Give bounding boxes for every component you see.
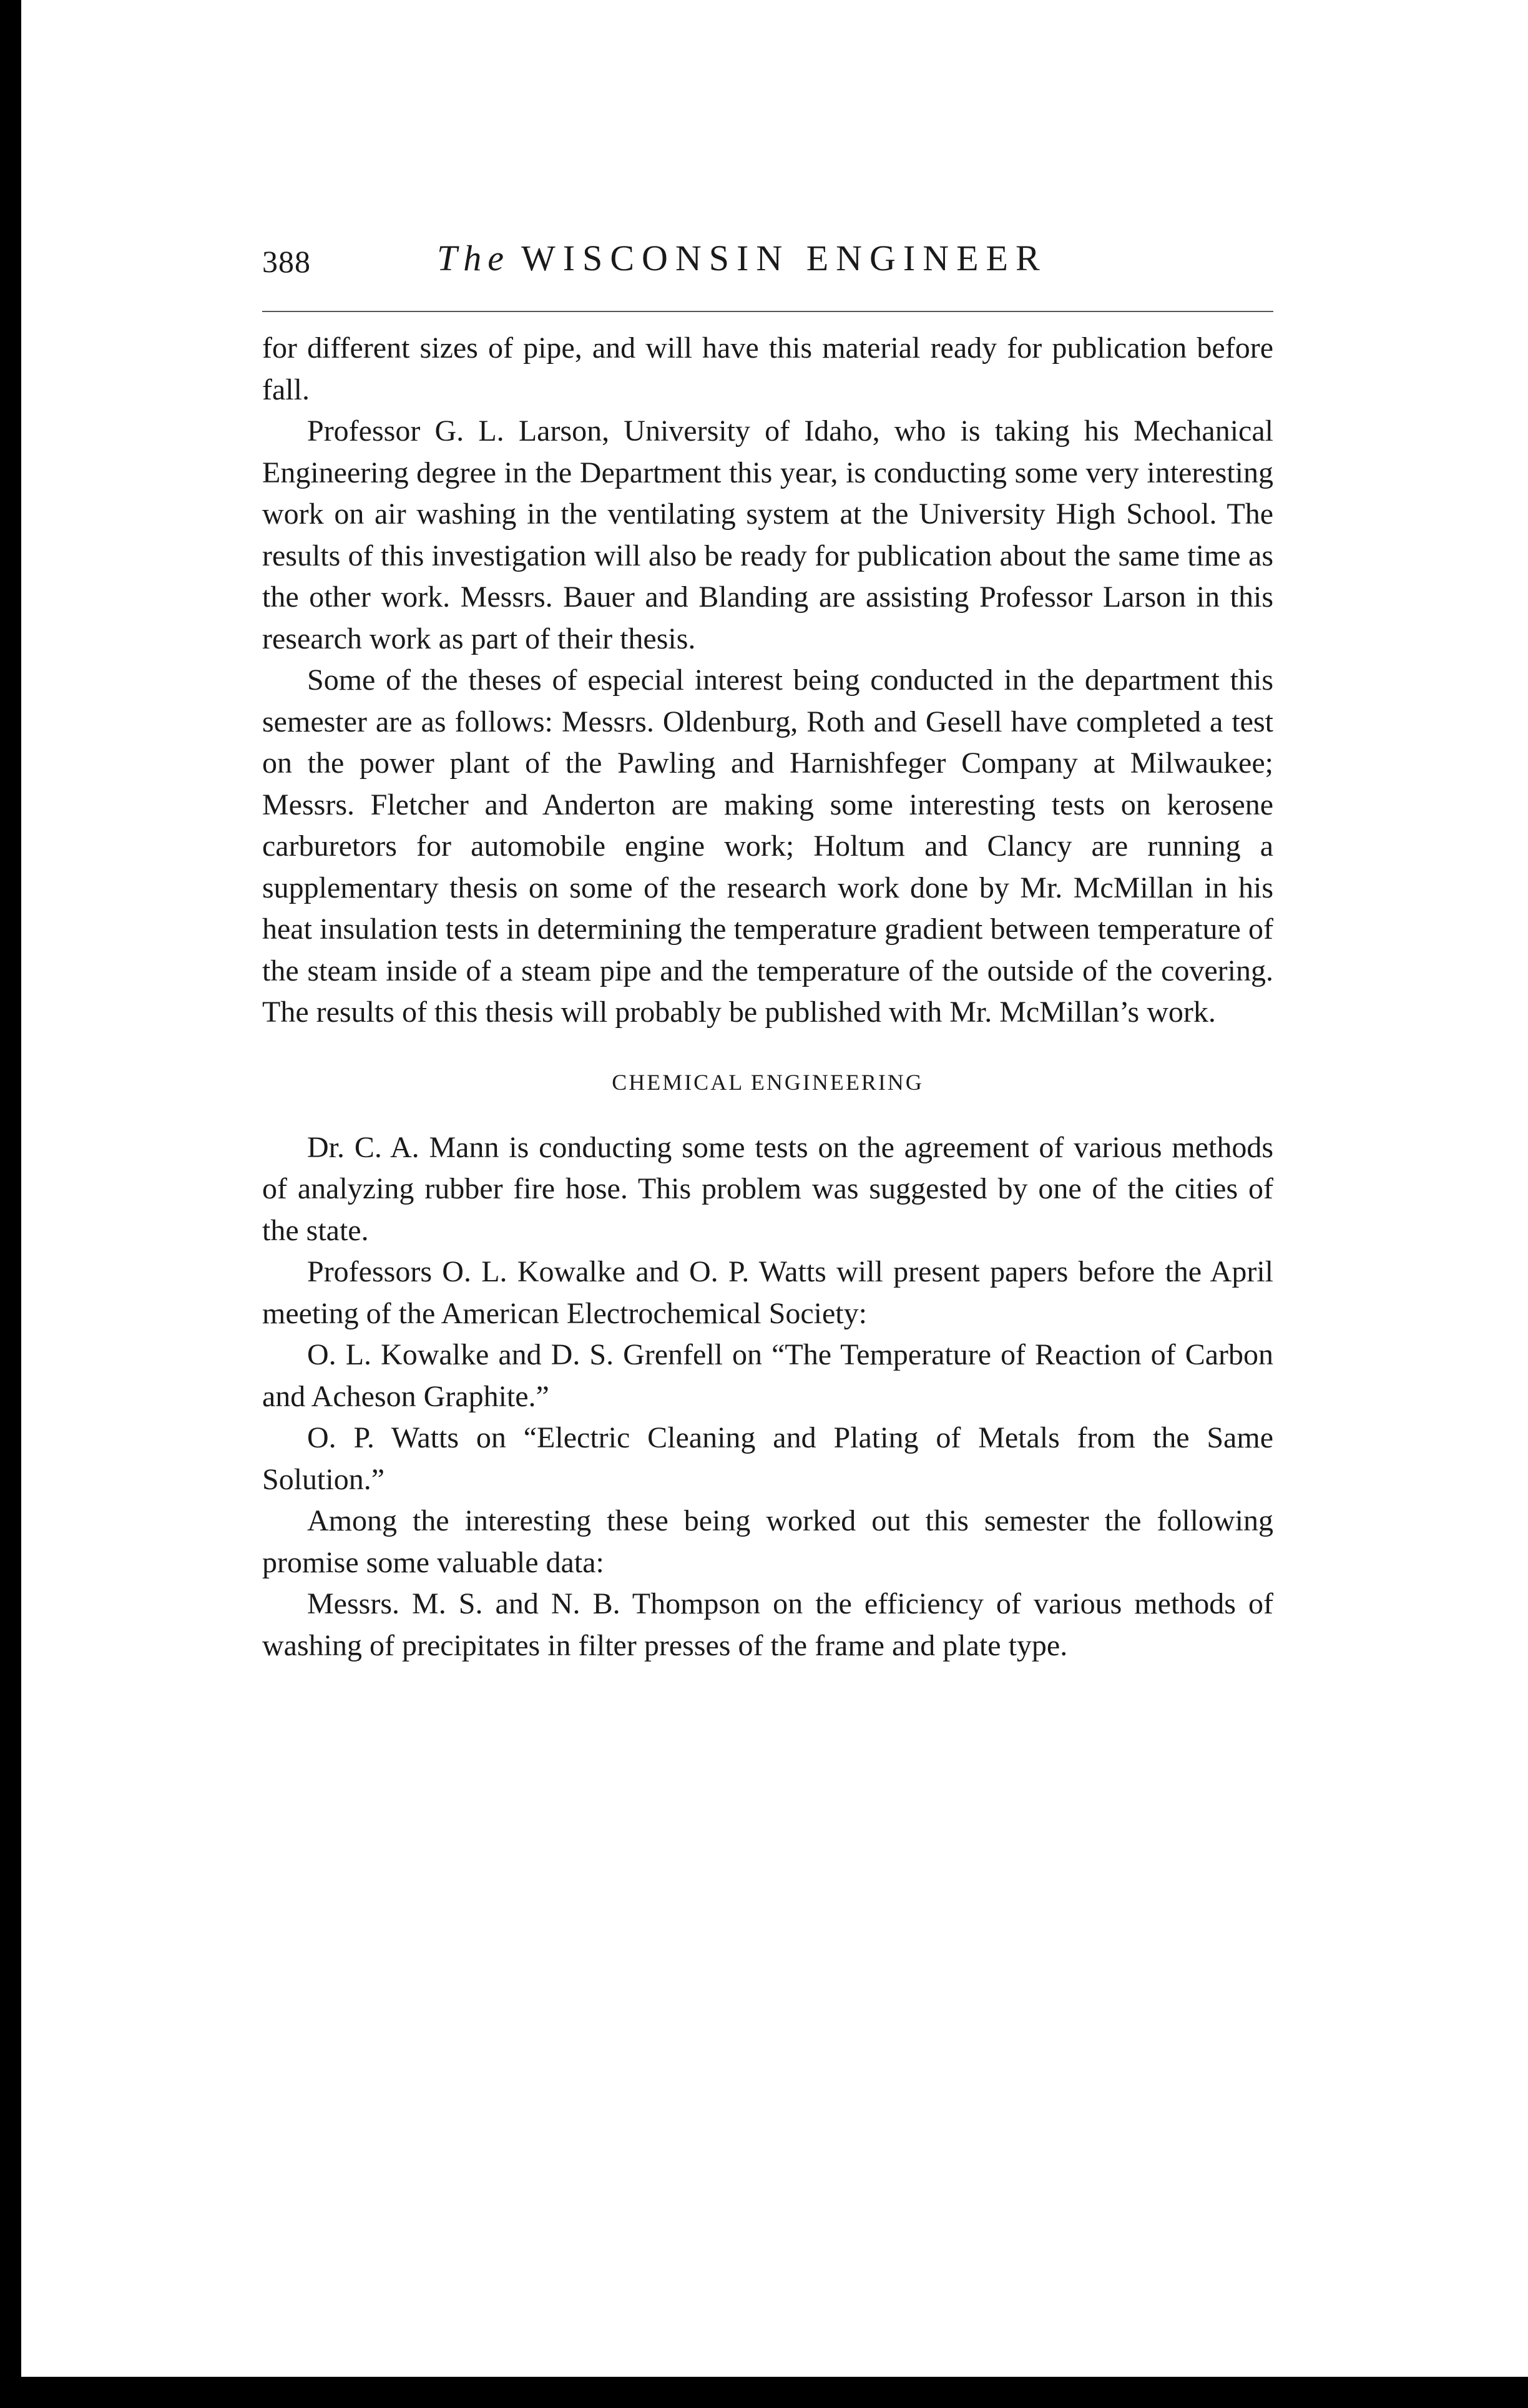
paragraph: Messrs. M. S. and N. B. Thompson on the efficiency of various methods of washing of precipitates in filter presses of the frame and plate type. <box>262 1587 1273 1662</box>
scan-border-left <box>0 0 21 2408</box>
running-head <box>262 237 1273 300</box>
section-heading: CHEMICAL ENGINEERING <box>612 1069 924 1095</box>
paragraph: Among the interesting these being worked out this semester the following promise some valuable data: <box>262 1504 1273 1579</box>
paragraph: Dr. C. A. Mann is conducting some tests on the agreement of various methods of analyzing rubber fire hose. This problem was suggested by one of the cities of the state. <box>262 1130 1273 1247</box>
scan-border-bottom <box>0 2377 1528 2408</box>
journal-title-prefix: The <box>437 238 510 278</box>
paragraph: Some of the theses of especial interest being conducted in the department this semester are as follows: Messrs. Oldenburg, Roth and Gesell have completed a test on the power plant of the Pawling and Harnishfeger Company at Milwaukee; Messrs. Fletcher and Anderton are making some interesting tests on kerosene carburetors for automobile engine work; Holtum and Clancy are running a supplementary thesis on some of the research work done by Mr. McMillan in his heat insulation tests in determining the temperature gradient between temperature of the steam inside of a steam pipe and the temperature of the outside of the covering. The results of this thesis will probably be published with Mr. McMillan’s work. <box>262 663 1273 1029</box>
paragraph: for different sizes of pipe, and will have this material ready for publication before fall. <box>262 331 1273 406</box>
paragraph: Professors O. L. Kowalke and O. P. Watts will present papers before the April meeting of the American Electrochemical Society: <box>262 1255 1273 1330</box>
paragraph: Professor G. L. Larson, University of Idaho, who is taking his Mechanical Engineering degree in the Department this year, is conducting some very interesting work on air washing in the ventilating system at the University High School. The results of this investigation will also be ready for publication about the same time as the other work. Messrs. Bauer and Blanding are assisting Professor Larson in this research work as part of their thesis. <box>262 414 1273 655</box>
journal-title <box>437 237 1047 279</box>
document-page <box>262 237 1273 1662</box>
paragraph: O. L. Kowalke and D. S. Grenfell on “The Temperature of Reaction of Carbon and Acheson Graphite.” <box>262 1338 1273 1413</box>
header-rule <box>262 311 1273 312</box>
page-number: 388 <box>262 244 311 279</box>
article-body <box>262 328 1273 1667</box>
journal-title-main: WISCONSIN ENGINEER <box>521 238 1047 278</box>
paragraph: O. P. Watts on “Electric Cleaning and Plating of Metals from the Same Solution.” <box>262 1421 1273 1496</box>
